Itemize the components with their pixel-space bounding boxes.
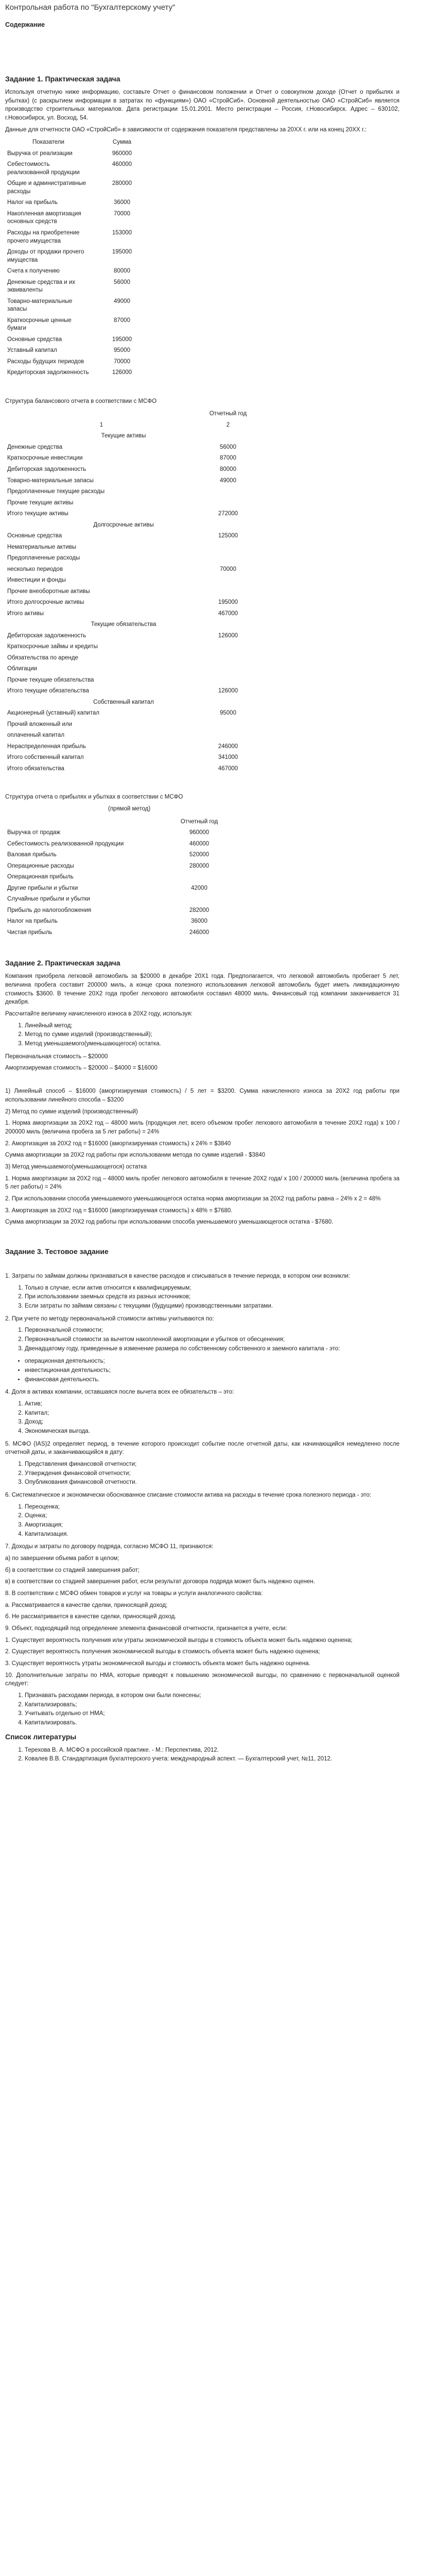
table-cell-label: Прочий вложенный или xyxy=(7,721,73,727)
table-row xyxy=(5,872,235,883)
question: 7. Доходы и затраты по договору подряда, согласно МСФО 11, признаются: xyxy=(5,1544,214,1550)
table-row xyxy=(5,148,152,160)
table-header-row xyxy=(5,817,235,828)
table-row xyxy=(5,586,258,598)
table-cell-value: 960000 xyxy=(189,829,210,836)
table-cell-value: 341000 xyxy=(218,754,238,761)
table-cell-value: 70000 xyxy=(114,358,130,365)
table-cell-label: Основные средства xyxy=(7,336,62,343)
answer-option: а) по завершении объема работ в целом; xyxy=(5,1555,119,1562)
task2-s3d: Сумма амортизации за 20Х2 год работы при использовании способа уменьшаемого уменьшающегося остатка - $7680. xyxy=(5,1219,334,1226)
table-cell-label: Денежные средства xyxy=(7,444,63,450)
table-cell-value: 460000 xyxy=(189,840,210,847)
task1-heading: Задание 1. Практическая задача xyxy=(5,75,120,83)
task2-s3-title: 3) Метод уменьшаемого(уменьшающегося) остатка xyxy=(5,1163,147,1170)
table-cell-label: Инвестиции и фонды xyxy=(7,577,66,584)
list-item: 3. Двенадцатому году, приведенные в изменение размера по собственному собственного и заемного капитала - это: xyxy=(25,1345,399,1353)
table-row xyxy=(5,675,258,686)
balance-table xyxy=(5,409,258,774)
table-row xyxy=(5,228,152,247)
answer-option: 3. Существует вероятность утраты экономической выгоды и стоимость объекта может быть надежно оценена. xyxy=(5,1660,310,1667)
pl-subtitle: (прямой метод) xyxy=(108,806,151,812)
table-cell-label: Долгосрочные активы xyxy=(93,521,154,528)
answer-list xyxy=(18,1460,399,1487)
table-cell-label: Случайные прибыли и убытки xyxy=(7,896,91,903)
table-row xyxy=(5,861,235,872)
table-cell-label: Операционные расходы xyxy=(7,862,74,869)
table-cell-value xyxy=(198,586,258,598)
table-row xyxy=(5,764,258,775)
table-row xyxy=(5,827,235,839)
list-item: 1. Актив; xyxy=(25,1400,399,1409)
table-cell-label: Общие и административные расходы xyxy=(7,180,86,195)
list-item: 2. Оценка; xyxy=(25,1512,399,1520)
table-cell-value: 95000 xyxy=(114,347,130,354)
table-cell-value: 246000 xyxy=(218,743,238,750)
table-cell-label: Собственный капитал xyxy=(93,699,154,705)
list-item: 2. Утверждения финансовой отчетности; xyxy=(25,1469,399,1478)
table-row xyxy=(5,730,258,741)
table-row xyxy=(5,883,235,894)
table-row xyxy=(5,597,258,608)
table-cell-value: 95000 xyxy=(220,710,236,717)
table-cell-value: 80000 xyxy=(114,268,130,275)
table-row xyxy=(5,520,258,531)
list-item: 1. Линейный метод; xyxy=(25,1022,399,1030)
table-cell-value xyxy=(198,664,258,675)
task1-intro2: Данные для отчетности ОАО «СтройСиб» в зависимости от содержания показателя представлены за 20ХХ г. или на конец 20ХХ г.: xyxy=(5,126,367,133)
table-row xyxy=(5,357,152,368)
table-cell-label: Операционная прибыль xyxy=(7,874,74,880)
table-cell-value: 70000 xyxy=(114,210,130,217)
table-row xyxy=(5,464,258,476)
answer-option: 2. Существует вероятность получения экономической выгоды в стоимость объекта может быть надежно оценена; xyxy=(5,1649,320,1655)
table-cell-label: Прибыль до налогообложения xyxy=(7,907,92,913)
table-cell-label: Итого собственный капитал xyxy=(7,754,84,761)
table-cell-value: 126000 xyxy=(218,688,238,694)
table-cell-label: Чистая прибыль xyxy=(7,929,53,936)
table-row xyxy=(5,345,152,357)
table-cell-value: 42000 xyxy=(191,885,207,891)
table-cell-label: Прочие внеоборотные активы xyxy=(7,588,90,595)
list-item: 3. Метод уменьшаемого(уменьшающегося) остатка. xyxy=(25,1040,399,1048)
list-item: 3. Опубликования финансовой отчетности. xyxy=(25,1478,399,1487)
list-item: 2. При использовании заемных средств из разных источников; xyxy=(25,1293,399,1301)
task1-intro: Используя отчетную ниже информацию, составьте Отчет о финансовом положении и Отчет о совокупном доходе (Отчет о прибылях и убытках) (с раскрытием информации в затратах по «функциям») ОАО «СтройСиб». Основной деятельностью ОАО «СтройСиб» является производство строительных материалов. Дата регистрации 15.01.2001. Место регистрации – Россия, г.Новосибирск. Адрес – 630102, г.Новосибирск, ул. Восход, 54. xyxy=(5,89,399,122)
table-row xyxy=(5,653,258,664)
table-cell-label: Доходы от продажи прочего имущества xyxy=(7,249,84,263)
table-cell-label: Выручка от реализации xyxy=(7,150,73,157)
table-header-cell: Отчетный год xyxy=(180,818,218,825)
table-cell-value: 36000 xyxy=(114,199,130,206)
task2-s3c: 3. Амортизация за 20Х2 год = $16000 (амортизируемая стоимость) х 48% = $7680. xyxy=(5,1207,233,1214)
answer-option: б) в соответствии со стадией завершения работ; xyxy=(5,1567,140,1573)
table-row xyxy=(5,641,258,653)
table-cell-value: 195000 xyxy=(218,599,238,606)
table-cell-label: Себестоимость реализованной продукции xyxy=(7,840,124,847)
list-item: 2. Капитал; xyxy=(25,1409,399,1418)
list-item: 1. Признавать расходами периода, в котором они были понесены; xyxy=(25,1691,399,1700)
list-item: 3. Учитывать отдельно от НМА; xyxy=(25,1709,399,1718)
balance-title: Структура балансового отчета в соответствии с МСФО xyxy=(5,398,157,404)
table-row xyxy=(5,631,258,642)
table-cell-value xyxy=(198,498,258,509)
table-cell-value: 246000 xyxy=(189,929,210,936)
answer-option: а. Рассматривается в качестве сделки, приносящей доход; xyxy=(5,1602,168,1608)
answer-list xyxy=(18,1357,399,1384)
table-cell-value xyxy=(198,730,258,741)
table-cell-value: 125000 xyxy=(218,533,238,539)
table-cell-value xyxy=(198,675,258,686)
table-cell-label: Краткосрочные ценные бумаги xyxy=(7,317,72,332)
task2-s2-title: 2) Метод по сумме изделий (производственный) xyxy=(5,1108,138,1115)
table-cell-value xyxy=(164,872,235,883)
table-cell-value: 70000 xyxy=(220,566,236,572)
table-row xyxy=(5,209,152,228)
table-row xyxy=(5,442,258,453)
table-cell-value: 282000 xyxy=(189,907,210,913)
document-title: Контрольная работа по "Бухгалтерскому учету" xyxy=(5,3,176,12)
task2-calc1: Первоначальная стоимость – $20000 xyxy=(5,1053,108,1060)
table-cell-label: Текущие обязательства xyxy=(91,621,156,628)
list-item: • инвестиционная деятельность; xyxy=(25,1366,399,1375)
table-row xyxy=(5,542,258,553)
table-cell-value: 520000 xyxy=(189,852,210,858)
answer-list xyxy=(18,1691,399,1727)
table-row xyxy=(5,315,152,334)
question: 9. Объект, подходящий под определение элемента финансовой отчетности, признается в учете, если: xyxy=(5,1625,287,1632)
task2-text2: Рассчитайте величину начисленного износа в 20Х2 году, используя: xyxy=(5,1011,193,1018)
table-row xyxy=(5,752,258,764)
table-row xyxy=(5,894,235,905)
table-row xyxy=(5,197,152,209)
question: 1. Затраты по займам должны признаваться в качестве расходов и списываться в течение периода, в котором они возникли: xyxy=(5,1273,350,1279)
answer-list xyxy=(18,1284,399,1311)
task2-s1: 1) Линейный способ – $16000 (амортизируемая стоимость) / 5 лет = $3200. Сумма начисленного износа за 20Х2 год работы при использовании линейного способа – $3200 xyxy=(5,1088,399,1103)
table-row xyxy=(5,839,235,850)
table-cell-label: Товарно-материальные запасы xyxy=(7,298,73,313)
table-cell-label: Нераспределенная прибыль xyxy=(7,743,86,750)
table-cell-label: Итого обязательства xyxy=(7,765,64,772)
list-item: 4. Капитализировать. xyxy=(25,1719,399,1727)
table-cell-label: Предоплаченные расходы xyxy=(7,555,80,562)
references-list xyxy=(18,1746,399,1764)
table-cell-label: Краткосрочные инвестиции xyxy=(7,455,83,462)
table-row xyxy=(5,850,235,861)
pl-title: Структура отчета о прибылях и убытках в соответствии с МСФО xyxy=(5,794,183,801)
methods-list xyxy=(18,1022,399,1048)
table-row xyxy=(5,697,258,708)
toc-label: Содержание xyxy=(5,21,45,28)
table-cell-value: 467000 xyxy=(218,610,238,617)
table-header-row xyxy=(5,420,258,431)
list-item: 1. Терехова В. А. МСФО в российской практике. - М.: Перспектива, 2012. xyxy=(25,1746,399,1755)
table-cell-value: 153000 xyxy=(112,230,132,236)
table-header-cell: 1 xyxy=(99,421,103,428)
question: 8. В соответствии с МСФО обмен товаров и услуг на товары и услуги аналогичного свойства: xyxy=(5,1590,263,1597)
table-cell-label: Основные средства xyxy=(7,533,62,539)
table-cell-value xyxy=(198,697,258,708)
answer-list xyxy=(18,1400,399,1436)
table-row xyxy=(5,334,152,346)
table-row xyxy=(5,476,258,487)
table-cell-label: Выручка от продаж xyxy=(7,829,60,836)
table-cell-label: Прочие текущие активы xyxy=(7,499,74,506)
list-item: 1. Переоценка; xyxy=(25,1503,399,1512)
table-cell-label: Валовая прибыль xyxy=(7,852,57,858)
table-header-row xyxy=(5,137,152,148)
task2-s3a: 1. Норма амортизации за 20Х2 год – 48000 миль пробег легкового автомобиля в течение 20Х2 года/ х 100 / 200000 миль (величина пробега за 5 лет работы) = 24% xyxy=(5,1175,399,1191)
table-cell-label: Счета к получению xyxy=(7,268,60,275)
table-cell-value: 56000 xyxy=(220,444,236,450)
table-cell-label: Расходы на приобретение прочего имущества xyxy=(7,230,80,244)
pl-table xyxy=(5,817,235,939)
table-cell-value xyxy=(198,619,258,631)
table-cell-label: Акционерный (уставный) капитал xyxy=(7,710,99,717)
table-cell-label: несколько периодов xyxy=(7,566,63,572)
table-cell-label: Прочие текущие обязательства xyxy=(7,676,94,683)
table-cell-label: Кредиторская задолженность xyxy=(7,369,89,376)
table-cell-label: Итого долгосрочные активы xyxy=(7,599,84,606)
table-cell-label: Расходы будущих периодов xyxy=(7,358,84,365)
list-item: 1. Представления финансовой отчетности; xyxy=(25,1460,399,1469)
table-cell-value: 126000 xyxy=(112,369,132,376)
list-item: 3. Амортизация; xyxy=(25,1521,399,1530)
table-row xyxy=(5,741,258,753)
table-cell-value: 195000 xyxy=(112,336,132,343)
table-row xyxy=(5,531,258,542)
table-cell-label: Накопленная амортизация основных средств xyxy=(7,210,81,225)
task2-s2a: 1. Норма амортизации за 20Х2 год – 48000 миль (продукция лет, всего объемом пробег легкового автомобиля в течение 20Х2 года) х 100 / 200000 миль (величина пробега за 5 лет работы) = 24% xyxy=(5,1120,399,1135)
table-cell-value: 56000 xyxy=(114,279,130,285)
table-row xyxy=(5,453,258,464)
table-row xyxy=(5,927,235,939)
task2-heading: Задание 2. Практическая задача xyxy=(5,959,120,968)
table-cell-label: Дебиторская задолженность xyxy=(7,632,86,639)
table-row xyxy=(5,916,235,927)
table-cell-label: Дебиторская задолженность xyxy=(7,466,86,472)
table-cell-label: Итого текущие активы xyxy=(7,511,68,517)
table-cell-value xyxy=(198,431,258,442)
table-cell-value: 49000 xyxy=(114,298,130,304)
task2-s3b: 2. При использовании способа уменьшаемого уменьшающегося остатка норма амортизации за 20Х2 год работы равна – 24% х 2 = 48% xyxy=(5,1195,381,1202)
table-cell-label: Налог на прибыль xyxy=(7,918,58,925)
table-row xyxy=(5,367,152,379)
table-header-cell: Сумма xyxy=(112,139,132,146)
table-row xyxy=(5,719,258,731)
task2-text1: Компания приобрела легковой автомобиль за $20000 в декабре 20Х1 года. Предполагается, что легковой автомобиль пробегает 5 лет, величина пробега составит 200000 миль, а конце срока полезного использования легковой автомобиль будет иметь ликвидационную стоимость $3600. В течение 20Х2 года пробег легкового автомобиля составил 48000 миль. Финансовый год компании заканчивается 31 декабря. xyxy=(5,973,399,1006)
question: 4. Доля в активах компании, оставшаяся после вычета всех ее обязательств – это: xyxy=(5,1389,234,1396)
table-cell-label: Уставный капитал xyxy=(7,347,57,354)
table-row xyxy=(5,553,258,564)
list-item: 2. Ковалев В.В. Стандартизация бухгалтерского учета: международный аспект. — Бухгалтерский учет, №11, 2012. xyxy=(25,1755,399,1764)
task3-heading: Задание 3. Тестовое задание xyxy=(5,1247,109,1256)
table-cell-label: Обязательства по аренде xyxy=(7,654,78,661)
task2-calc2: Амортизируемая стоимость – $20000 – $4000 = $16000 xyxy=(5,1065,158,1072)
answer-list xyxy=(18,1503,399,1539)
table-cell-label: Налог на прибыль xyxy=(7,199,58,206)
table-cell-label: Нематериальные активы xyxy=(7,544,77,550)
table-row xyxy=(5,277,152,296)
table-cell-value: 80000 xyxy=(220,466,236,472)
list-item: 1. Только в случае, если актив относится к квалифицируемым; xyxy=(25,1284,399,1293)
table-row xyxy=(5,247,152,266)
table-cell-value xyxy=(198,641,258,653)
table-row xyxy=(5,486,258,498)
table-cell-label: Себестоимость реализованной продукции xyxy=(7,161,80,176)
table-cell-value: 460000 xyxy=(112,161,132,168)
table-cell-value xyxy=(198,719,258,731)
table-row xyxy=(5,266,152,277)
table-row xyxy=(5,686,258,697)
table-row xyxy=(5,608,258,620)
list-item: 3. Если затраты по займам связаны с текущими (будущими) производственными затратами. xyxy=(25,1302,399,1311)
table-cell-label: Итого активы xyxy=(7,610,44,617)
table-cell-label: Текущие активы xyxy=(101,433,146,439)
list-item: 3. Доход; xyxy=(25,1418,399,1427)
list-item: 4. Экономическая выгода. xyxy=(25,1427,399,1436)
table-cell-value: 467000 xyxy=(218,765,238,772)
question: 5. МСФО (IAS)2 определяет период, в течение которого происходит событие после отчетной даты, как начинающийся немедленно после отчетной даты, и заканчивающийся в дату: xyxy=(5,1440,399,1456)
list-item: 2. Метод по сумме изделий (производственный); xyxy=(25,1030,399,1039)
table-row xyxy=(5,178,152,197)
table-cell-value xyxy=(198,653,258,664)
answer-option: б. Не рассматривается в качестве сделки, приносящей доход. xyxy=(5,1614,177,1620)
table-cell-label: оплаченный капитал xyxy=(7,732,65,739)
table-cell-value: 960000 xyxy=(112,150,132,157)
task2-s2c: Сумма амортизации за 20Х2 год работы при использовании метода по сумме изделий - $3840 xyxy=(5,1152,266,1159)
table-cell-value xyxy=(164,894,235,905)
list-item: 1. Первоначальной стоимости; xyxy=(25,1326,399,1335)
table-row xyxy=(5,564,258,575)
question: 6. Систематическое и экономически обоснованное списание стоимости актива на расходы в течение срока полезного периода - это: xyxy=(5,1492,372,1498)
table-row xyxy=(5,619,258,631)
table-row xyxy=(5,498,258,509)
table-cell-value: 126000 xyxy=(218,632,238,639)
table-row xyxy=(5,159,152,178)
table-cell-value: 87000 xyxy=(114,317,130,324)
table-cell-value xyxy=(198,575,258,586)
table-cell-value xyxy=(198,542,258,553)
list-item: 4. Капитализация. xyxy=(25,1530,399,1539)
table-row xyxy=(5,509,258,520)
table-cell-value: 49000 xyxy=(220,477,236,484)
table-cell-label: Денежные средства и их эквиваленты xyxy=(7,279,76,294)
table-cell-value: 280000 xyxy=(189,862,210,869)
answer-list xyxy=(18,1326,399,1353)
question: 10. Дополнительные затраты по НМА, которые приводят к повышению экономической выгоды, по сравнению с первоначальной оценкой следует: xyxy=(5,1672,399,1687)
table-cell-value: 280000 xyxy=(112,180,132,187)
answer-option: 1. Существует вероятность получения или утраты экономической выгоды в стоимость объекта может быть надежно оценена; xyxy=(5,1637,353,1643)
table-cell-value: 87000 xyxy=(220,455,236,462)
table-cell-label: Облигации xyxy=(7,666,37,672)
table-header-cell: Отчетный год xyxy=(209,411,247,417)
table-row xyxy=(5,296,152,315)
task1-data-table xyxy=(5,137,152,378)
table-cell-label: Итого текущие обязательства xyxy=(7,688,89,694)
table-row xyxy=(5,708,258,719)
table-cell-label: Предоплаченные текущие расходы xyxy=(7,488,105,495)
table-row xyxy=(5,664,258,675)
list-item: 2. Капитализировать; xyxy=(25,1701,399,1709)
table-cell-value: 272000 xyxy=(218,511,238,517)
task2-s2b: 2. Амортизация за 20Х2 год = $16000 (амортизируемая стоимость) х 24% = $3840 xyxy=(5,1140,231,1147)
question: 2. При учете по методу первоначальной стоимости активы учитываются по: xyxy=(5,1315,214,1322)
table-cell-label: Товарно-материальные запасы xyxy=(7,477,94,484)
table-row xyxy=(5,905,235,917)
list-item: • операционная деятельность; xyxy=(25,1357,399,1366)
table-cell-value xyxy=(198,553,258,564)
table-header-cell: Показатели xyxy=(32,139,64,146)
table-cell-value xyxy=(198,486,258,498)
table-cell-label: Краткосрочные займы и кредиты xyxy=(7,643,98,650)
table-cell-value: 36000 xyxy=(191,918,207,925)
list-item: 2. Первоначальной стоимости за вычетом накопленной амортизации и убытков от обесценения; xyxy=(25,1335,399,1344)
table-cell-value xyxy=(198,520,258,531)
table-row xyxy=(5,575,258,586)
table-cell-value: 195000 xyxy=(112,249,132,256)
list-item: • финансовая деятельность. xyxy=(25,1376,399,1384)
table-header-row xyxy=(5,409,258,420)
refs-heading: Список литературы xyxy=(5,1732,77,1741)
table-header-cell: 2 xyxy=(226,421,230,428)
table-row xyxy=(5,431,258,442)
answer-option: в) в соответствии со стадией завершения работ, если результат договора подряда может быть надежно оценен. xyxy=(5,1579,315,1585)
table-cell-label: Другие прибыли и убытки xyxy=(7,885,78,891)
